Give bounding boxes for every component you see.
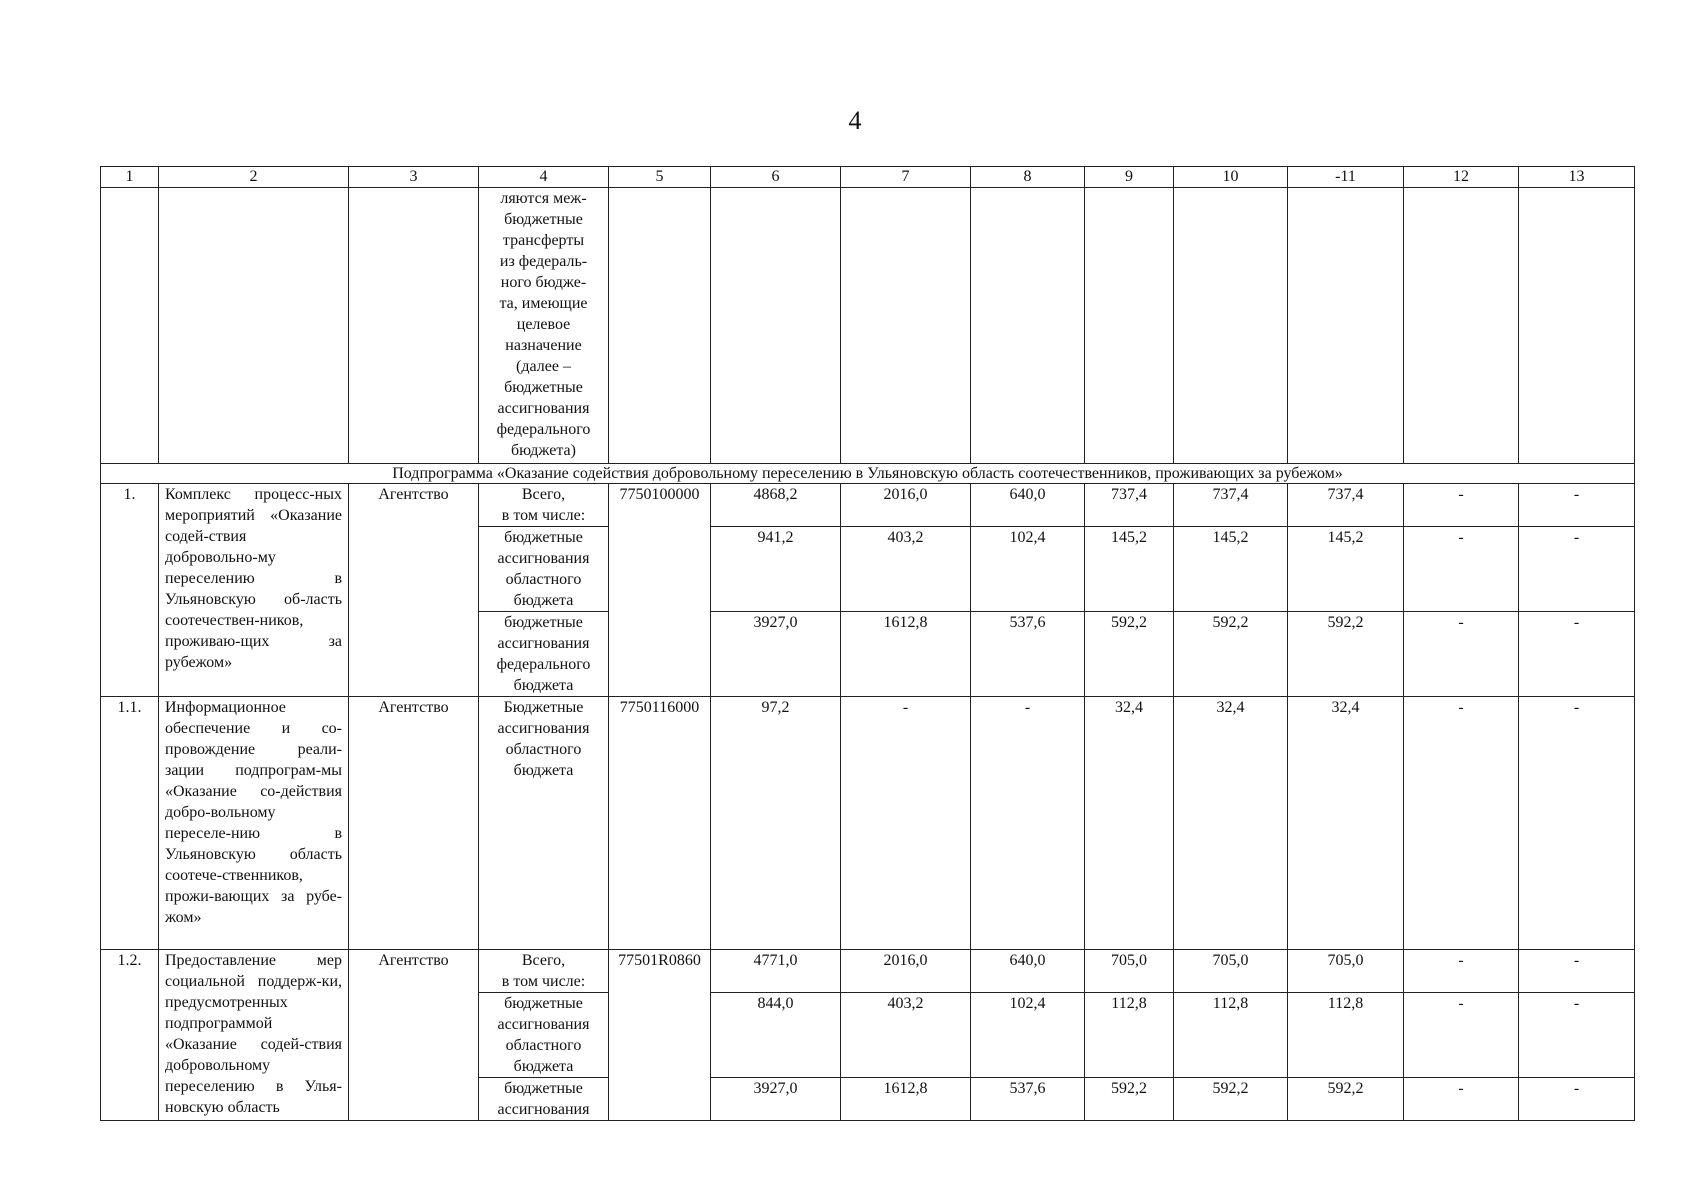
value-year: -	[1519, 697, 1635, 950]
value-year: 705,0	[1288, 950, 1404, 993]
value-year: -	[1519, 527, 1635, 612]
value-year: 705,0	[1085, 950, 1174, 993]
value-total: 4868,2	[711, 484, 841, 527]
value-year: 2016,0	[841, 484, 971, 527]
column-number: 2	[159, 167, 349, 188]
value-year: -	[1519, 993, 1635, 1078]
value-year: 592,2	[1174, 612, 1288, 697]
column-number: 8	[971, 167, 1085, 188]
column-number: 5	[609, 167, 711, 188]
value-year: 537,6	[971, 1078, 1085, 1121]
table-row	[101, 950, 1635, 993]
value-total: 3927,0	[711, 1078, 841, 1121]
value-year: 112,8	[1288, 993, 1404, 1078]
column-number: 10	[1174, 167, 1288, 188]
funding-source: Всего, в том числе:	[479, 484, 609, 527]
row-number: 1.	[101, 484, 159, 697]
value-year: 737,4	[1288, 484, 1404, 527]
column-number: 6	[711, 167, 841, 188]
value-total: 844,0	[711, 993, 841, 1078]
budget-code: 7750116000	[609, 697, 711, 950]
value-year: 32,4	[1085, 697, 1174, 950]
value-year: 102,4	[971, 527, 1085, 612]
table-row	[101, 484, 1635, 527]
value-year: 403,2	[841, 993, 971, 1078]
value-year: -	[1519, 950, 1635, 993]
subprogram-title: Подпрограмма «Оказание содействия добровольному переселению в Ульяновскую область соотечественников, проживающих за рубежом»	[101, 464, 1635, 484]
value-year: 112,8	[1085, 993, 1174, 1078]
row-number: 1.1.	[101, 697, 159, 950]
value-year: 737,4	[1085, 484, 1174, 527]
column-number: 9	[1085, 167, 1174, 188]
value-year: -	[1404, 612, 1519, 697]
funding-source: бюджетные ассигнования областного бюджета	[479, 527, 609, 612]
funding-source: Бюджетные ассигнования областного бюджета	[479, 697, 609, 950]
subprogram-row	[101, 464, 1635, 484]
measure-name: Комплекс процесс-ных мероприятий «Оказание содей-ствия добровольно-му переселению в Ульяновскую об-ласть соотечествен-ников, проживаю-щих за рубежом»	[159, 484, 349, 697]
page-number: 4	[848, 106, 862, 135]
column-number-row	[101, 167, 1635, 188]
budget-code: 77501R0860	[609, 950, 711, 1121]
value-year: 592,2	[1288, 612, 1404, 697]
column-number: -11	[1288, 167, 1404, 188]
value-year: 592,2	[1085, 612, 1174, 697]
value-year: -	[1519, 1078, 1635, 1121]
value-year: 640,0	[971, 484, 1085, 527]
value-year: -	[1519, 484, 1635, 527]
value-year: 32,4	[1288, 697, 1404, 950]
row-number: 1.2.	[101, 950, 159, 1121]
value-year: -	[1404, 950, 1519, 993]
value-year: 592,2	[1085, 1078, 1174, 1121]
value-total: 4771,0	[711, 950, 841, 993]
value-year: 592,2	[1288, 1078, 1404, 1121]
value-year: -	[1404, 1078, 1519, 1121]
measure-name: Информационное обеспечение и со-провождение реали-зации подпрограм-мы «Оказание со-действия добро-вольному переселе-нию в Ульяновскую область соотече-ственников, прожи-вающих за рубе-жом»	[159, 697, 349, 950]
value-year: 403,2	[841, 527, 971, 612]
value-year: 640,0	[971, 950, 1085, 993]
value-year: -	[1404, 993, 1519, 1078]
value-year: 737,4	[1174, 484, 1288, 527]
value-year: -	[1404, 527, 1519, 612]
funding-source-cell: ляются меж- бюджетные трансферты из федераль- ного бюдже- та, имеющие целевое назначение (далее – бюджетные ассигнования федерального бюджета)	[479, 188, 609, 464]
budget-code: 7750100000	[609, 484, 711, 697]
budget-table	[100, 166, 1635, 1121]
column-number: 13	[1519, 167, 1635, 188]
value-year: 145,2	[1085, 527, 1174, 612]
value-year: 1612,8	[841, 1078, 971, 1121]
executor: Агентство	[349, 484, 479, 697]
value-year: 1612,8	[841, 612, 971, 697]
value-year: -	[1404, 697, 1519, 950]
value-year: -	[841, 697, 971, 950]
column-number: 1	[101, 167, 159, 188]
column-number: 12	[1404, 167, 1519, 188]
value-year: 102,4	[971, 993, 1085, 1078]
value-total: 3927,0	[711, 612, 841, 697]
value-year: 145,2	[1174, 527, 1288, 612]
value-year: -	[1404, 484, 1519, 527]
value-year: 112,8	[1174, 993, 1288, 1078]
value-year: -	[971, 697, 1085, 950]
value-total: 97,2	[711, 697, 841, 950]
executor: Агентство	[349, 697, 479, 950]
value-year: 705,0	[1174, 950, 1288, 993]
funding-source: бюджетные ассигнования	[479, 1078, 609, 1121]
funding-source: Всего, в том числе:	[479, 950, 609, 993]
column-number: 4	[479, 167, 609, 188]
continuation-row	[101, 188, 1635, 464]
measure-name: Предоставление мер социальной поддерж-ки, предусмотренных подпрограммой «Оказание содей-ствия добровольному переселению в Улья-новскую область	[159, 950, 349, 1121]
funding-source: бюджетные ассигнования федерального бюджета	[479, 612, 609, 697]
value-year: 145,2	[1288, 527, 1404, 612]
column-number: 3	[349, 167, 479, 188]
value-year: 592,2	[1174, 1078, 1288, 1121]
value-total: 941,2	[711, 527, 841, 612]
value-year: 2016,0	[841, 950, 971, 993]
funding-source: бюджетные ассигнования областного бюджета	[479, 993, 609, 1078]
value-year: -	[1519, 612, 1635, 697]
column-number: 7	[841, 167, 971, 188]
table-row	[101, 697, 1635, 950]
value-year: 537,6	[971, 612, 1085, 697]
value-year: 32,4	[1174, 697, 1288, 950]
executor: Агентство	[349, 950, 479, 1121]
